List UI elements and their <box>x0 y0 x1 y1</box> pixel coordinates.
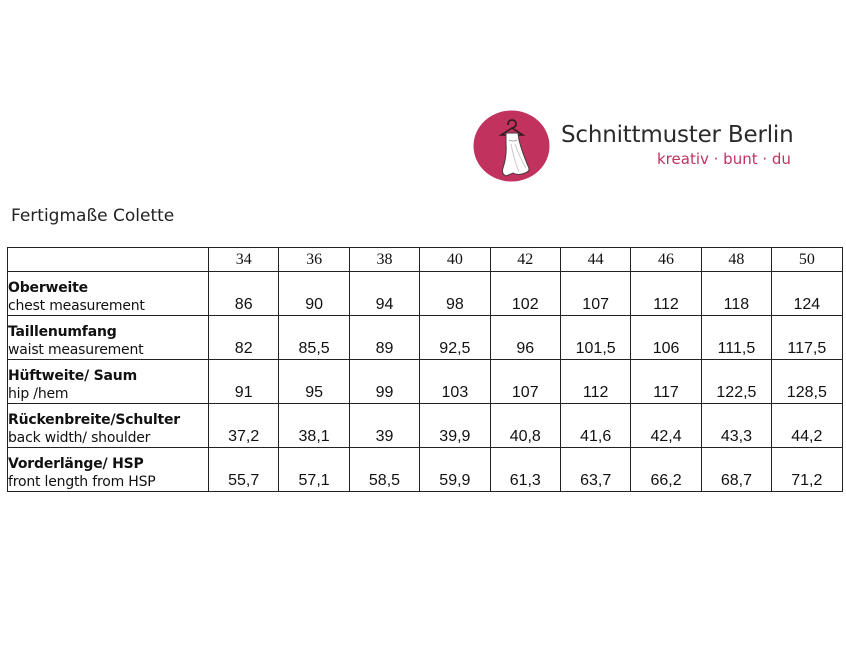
row-label-cell <box>8 360 209 404</box>
row-label-german: Rückenbreite/Schulter <box>8 412 180 428</box>
measurement-cell: 85,5 <box>279 316 349 360</box>
measurement-cell: 86 <box>209 272 279 316</box>
measurement-cell: 39 <box>349 404 419 448</box>
measurement-cell: 57,1 <box>279 448 349 492</box>
brand-name: Schnittmuster Berlin <box>561 122 794 148</box>
measurement-cell: 41,6 <box>560 404 630 448</box>
measurement-cell: 37,2 <box>209 404 279 448</box>
measurement-cell: 106 <box>631 316 701 360</box>
measurement-cell: 107 <box>560 272 630 316</box>
measurement-cell: 117,5 <box>772 316 842 360</box>
table-row <box>8 316 843 360</box>
row-label-english: waist measurement <box>8 342 144 358</box>
size-header-row <box>8 248 843 272</box>
measurement-cell: 96 <box>490 316 560 360</box>
size-header-cell: 42 <box>490 248 560 272</box>
measurement-cell: 107 <box>490 360 560 404</box>
measurement-cell: 103 <box>420 360 490 404</box>
row-label-german: Hüftweite/ Saum <box>8 368 137 384</box>
size-header-cell: 34 <box>209 248 279 272</box>
measurement-cell: 112 <box>631 272 701 316</box>
measurement-cell: 59,9 <box>420 448 490 492</box>
table-row <box>8 448 843 492</box>
measurement-cell: 55,7 <box>209 448 279 492</box>
measurement-cell: 118 <box>701 272 771 316</box>
measurement-cell: 40,8 <box>490 404 560 448</box>
table-row <box>8 360 843 404</box>
size-chart-table <box>7 247 843 492</box>
measurement-cell: 92,5 <box>420 316 490 360</box>
row-label-english: back width/ shoulder <box>8 430 151 446</box>
row-label-german: Vorderlänge/ HSP <box>8 456 144 472</box>
size-header-cell: 50 <box>772 248 842 272</box>
measurement-cell: 98 <box>420 272 490 316</box>
row-label-cell <box>8 448 209 492</box>
row-label-cell <box>8 272 209 316</box>
table-row <box>8 404 843 448</box>
measurement-cell: 124 <box>772 272 842 316</box>
size-header-cell: 40 <box>420 248 490 272</box>
document-title: Fertigmaße Colette <box>11 206 175 226</box>
size-header-cell: 38 <box>349 248 419 272</box>
row-label-german: Taillenumfang <box>8 324 117 340</box>
row-label-cell <box>8 316 209 360</box>
row-label-english: hip /hem <box>8 386 69 402</box>
measurement-cell: 95 <box>279 360 349 404</box>
measurement-cell: 89 <box>349 316 419 360</box>
measurement-cell: 43,3 <box>701 404 771 448</box>
measurement-cell: 117 <box>631 360 701 404</box>
measurement-cell: 94 <box>349 272 419 316</box>
measurement-cell: 68,7 <box>701 448 771 492</box>
measurement-cell: 66,2 <box>631 448 701 492</box>
measurement-cell: 112 <box>560 360 630 404</box>
measurement-cell: 91 <box>209 360 279 404</box>
dress-logo-icon <box>473 110 550 182</box>
measurement-cell: 42,4 <box>631 404 701 448</box>
row-label-english: chest measurement <box>8 298 145 314</box>
measurement-cell: 44,2 <box>772 404 842 448</box>
measurement-cell: 102 <box>490 272 560 316</box>
measurement-cell: 63,7 <box>560 448 630 492</box>
size-header-cell: 36 <box>279 248 349 272</box>
size-header-cell: 48 <box>701 248 771 272</box>
brand-logo <box>473 110 813 184</box>
measurement-cell: 39,9 <box>420 404 490 448</box>
brand-tagline: kreativ · bunt · du <box>657 150 791 168</box>
measurement-cell: 71,2 <box>772 448 842 492</box>
measurement-cell: 38,1 <box>279 404 349 448</box>
table-row <box>8 272 843 316</box>
size-header-cell: 46 <box>631 248 701 272</box>
measurement-cell: 58,5 <box>349 448 419 492</box>
measurement-cell: 111,5 <box>701 316 771 360</box>
size-header-cell: 44 <box>560 248 630 272</box>
measurement-cell: 99 <box>349 360 419 404</box>
measurement-cell: 90 <box>279 272 349 316</box>
measurement-cell: 122,5 <box>701 360 771 404</box>
row-label-german: Oberweite <box>8 280 88 296</box>
header-corner-cell <box>8 248 209 272</box>
measurement-cell: 61,3 <box>490 448 560 492</box>
row-label-cell <box>8 404 209 448</box>
measurement-cell: 82 <box>209 316 279 360</box>
measurement-cell: 128,5 <box>772 360 842 404</box>
measurement-cell: 101,5 <box>560 316 630 360</box>
row-label-english: front length from HSP <box>8 474 156 490</box>
